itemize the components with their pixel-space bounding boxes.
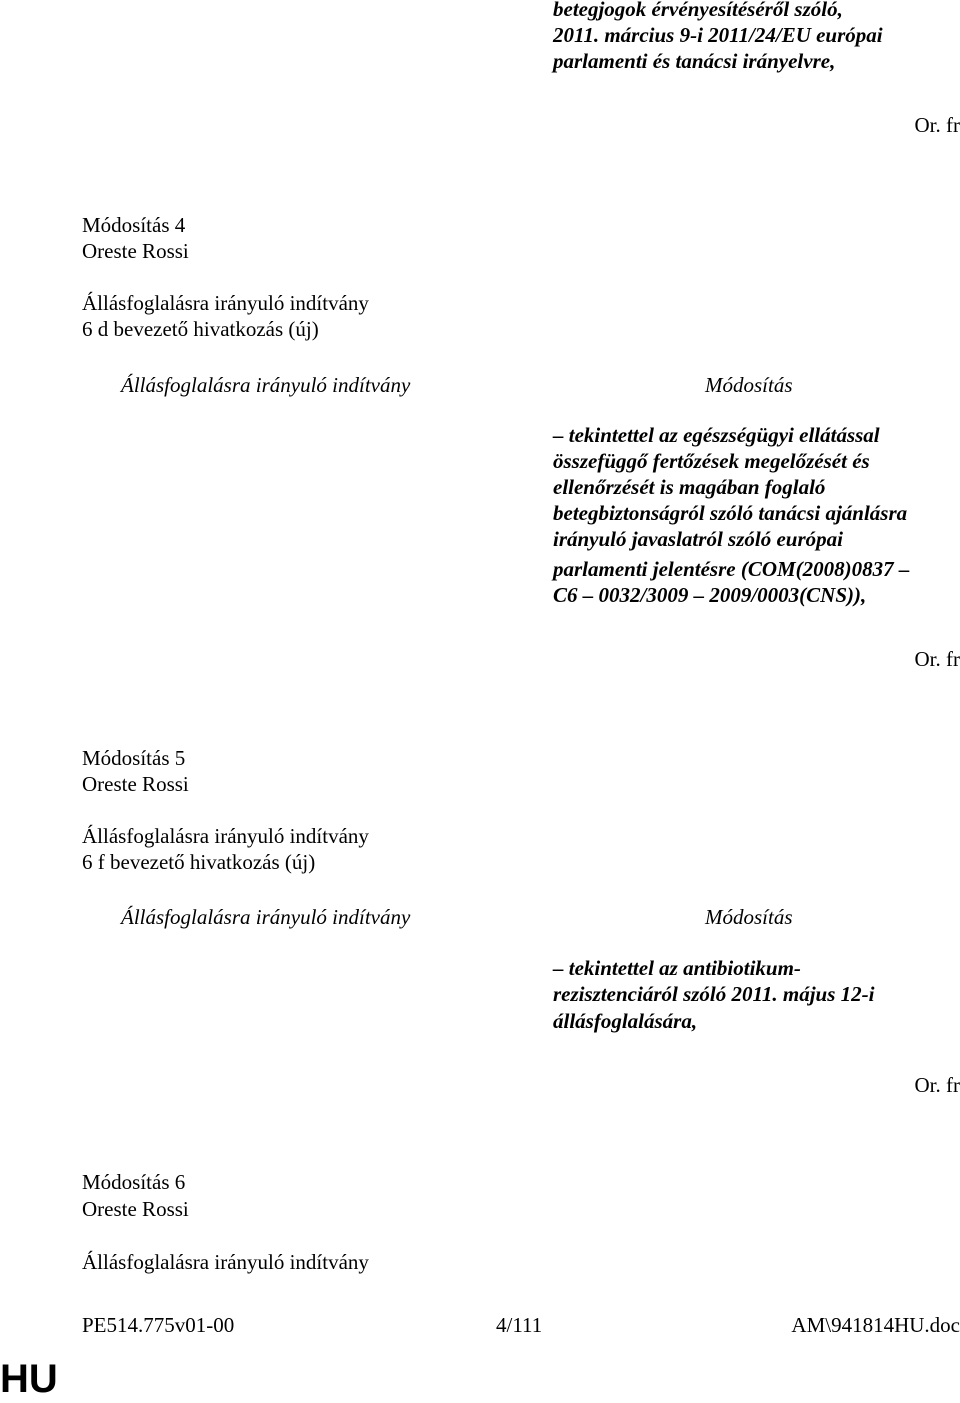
language-note: Or. fr [914,1073,960,1097]
amendment-author: Oreste Rossi [82,239,189,263]
amendment-text-line: C6 – 0032/3009 – 2009/0003(CNS)), [553,583,867,607]
amendment-text-line: összefüggő fertőzések megelőzését és [553,449,870,473]
amendment-title: Módosítás 5 [82,746,186,770]
amendment-text-line: irányuló javaslatról szóló európai [553,527,843,551]
column-header-right: Módosítás [705,905,793,929]
amendment-author: Oreste Rossi [82,772,189,796]
document-type: Állásfoglalásra irányuló indítvány [82,824,369,848]
citation-reference: 6 d bevezető hivatkozás (új) [82,317,319,341]
footer-filename: AM\941814HU.doc [791,1313,960,1337]
amendment-text-line: betegbiztonságról szóló tanácsi ajánlásra [553,501,908,525]
language-note: Or. fr [914,647,960,671]
amendment-text-line: rezisztenciáról szóló 2011. május 12-i [553,982,875,1006]
amendment-text-line: állásfoglalására, [553,1009,698,1033]
column-header-left: Állásfoglalásra irányuló indítvány [121,373,411,397]
citation-reference: 6 f bevezető hivatkozás (új) [82,850,316,874]
amendment-title: Módosítás 4 [82,213,186,237]
document-type: Állásfoglalásra irányuló indítvány [82,291,369,315]
footer-reference: PE514.775v01-00 [82,1313,235,1337]
language-note: Or. fr [914,113,960,137]
amendment-title: Módosítás 6 [82,1170,186,1194]
intro-line: 2011. március 9-i 2011/24/EU európai [553,23,883,47]
amendment-author: Oreste Rossi [82,1197,189,1221]
amendment-text-line: ellenőrzését is magában foglaló [553,475,826,499]
column-header-left: Állásfoglalásra irányuló indítvány [121,905,411,929]
amendment-text-line: – tekintettel az antibiotikum- [553,956,801,980]
amendment-text-line: – tekintettel az egészségügyi ellátással [553,423,880,447]
footer-page-number: 4/111 [496,1313,543,1337]
intro-line: betegjogok érvényesítéséről szóló, [553,0,843,21]
intro-line: parlamenti és tanácsi irányelvre, [553,49,836,73]
column-header-right: Módosítás [705,373,793,397]
document-type: Állásfoglalásra irányuló indítvány [82,1250,369,1274]
language-code: HU [0,1357,58,1401]
amendment-text-line: parlamenti jelentésre (COM(2008)0837 – [553,557,910,581]
